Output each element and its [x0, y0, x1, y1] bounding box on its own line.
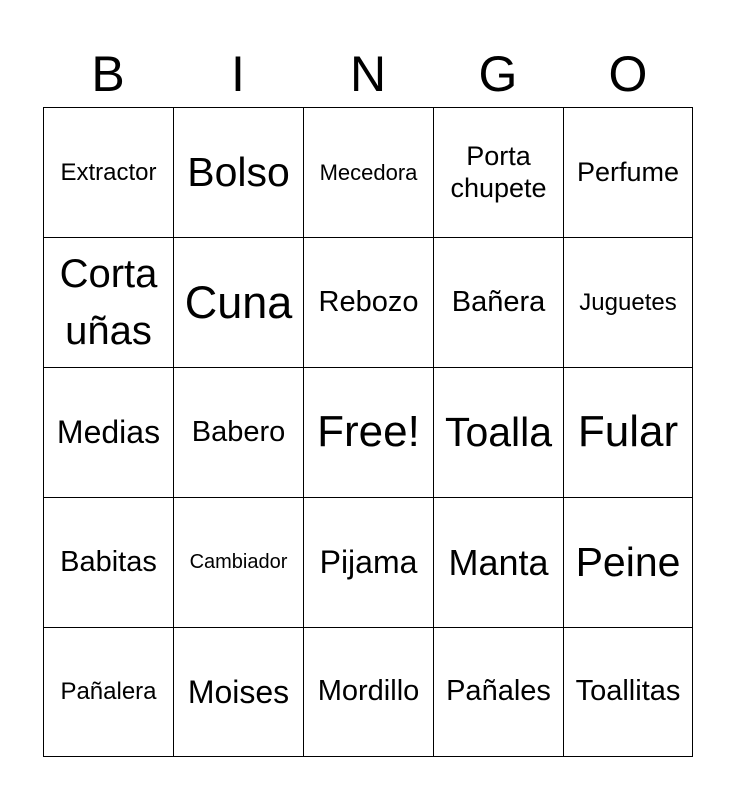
bingo-cell[interactable]: Manta: [433, 497, 563, 627]
free-space-cell[interactable]: Free!: [303, 367, 433, 497]
bingo-cell[interactable]: Cambiador: [173, 497, 303, 627]
bingo-cell[interactable]: Medias: [43, 367, 173, 497]
bingo-cell[interactable]: Babero: [173, 367, 303, 497]
bingo-cell[interactable]: Extractor: [43, 107, 173, 237]
bingo-cell[interactable]: Cuna: [173, 237, 303, 367]
bingo-cell[interactable]: Pañalera: [43, 627, 173, 757]
bingo-cell[interactable]: Porta chupete: [433, 107, 563, 237]
bingo-cell[interactable]: Pijama: [303, 497, 433, 627]
bingo-cell[interactable]: Pañales: [433, 627, 563, 757]
bingo-cell[interactable]: Rebozo: [303, 237, 433, 367]
bingo-cell[interactable]: Bañera: [433, 237, 563, 367]
bingo-cell[interactable]: Juguetes: [563, 237, 693, 367]
header-letter-g: G: [478, 46, 518, 102]
bingo-cell[interactable]: Toalla: [433, 367, 563, 497]
bingo-cell[interactable]: Moises: [173, 627, 303, 757]
bingo-board: [43, 107, 693, 757]
header-letter-b: B: [91, 46, 125, 102]
header-letter-o: O: [608, 46, 648, 102]
bingo-cell[interactable]: Peine: [563, 497, 693, 627]
header-letter-n: N: [349, 46, 387, 102]
bingo-cell[interactable]: Mordillo: [303, 627, 433, 757]
bingo-cell[interactable]: Bolso: [173, 107, 303, 237]
bingo-cell[interactable]: Mecedora: [303, 107, 433, 237]
bingo-cell[interactable]: Fular: [563, 367, 693, 497]
bingo-header: [43, 40, 693, 108]
header-letter-i: I: [231, 46, 245, 102]
bingo-cell[interactable]: Perfume: [563, 107, 693, 237]
bingo-cell[interactable]: Toallitas: [563, 627, 693, 757]
bingo-cell[interactable]: Babitas: [43, 497, 173, 627]
bingo-cell[interactable]: Corta uñas: [43, 237, 173, 367]
